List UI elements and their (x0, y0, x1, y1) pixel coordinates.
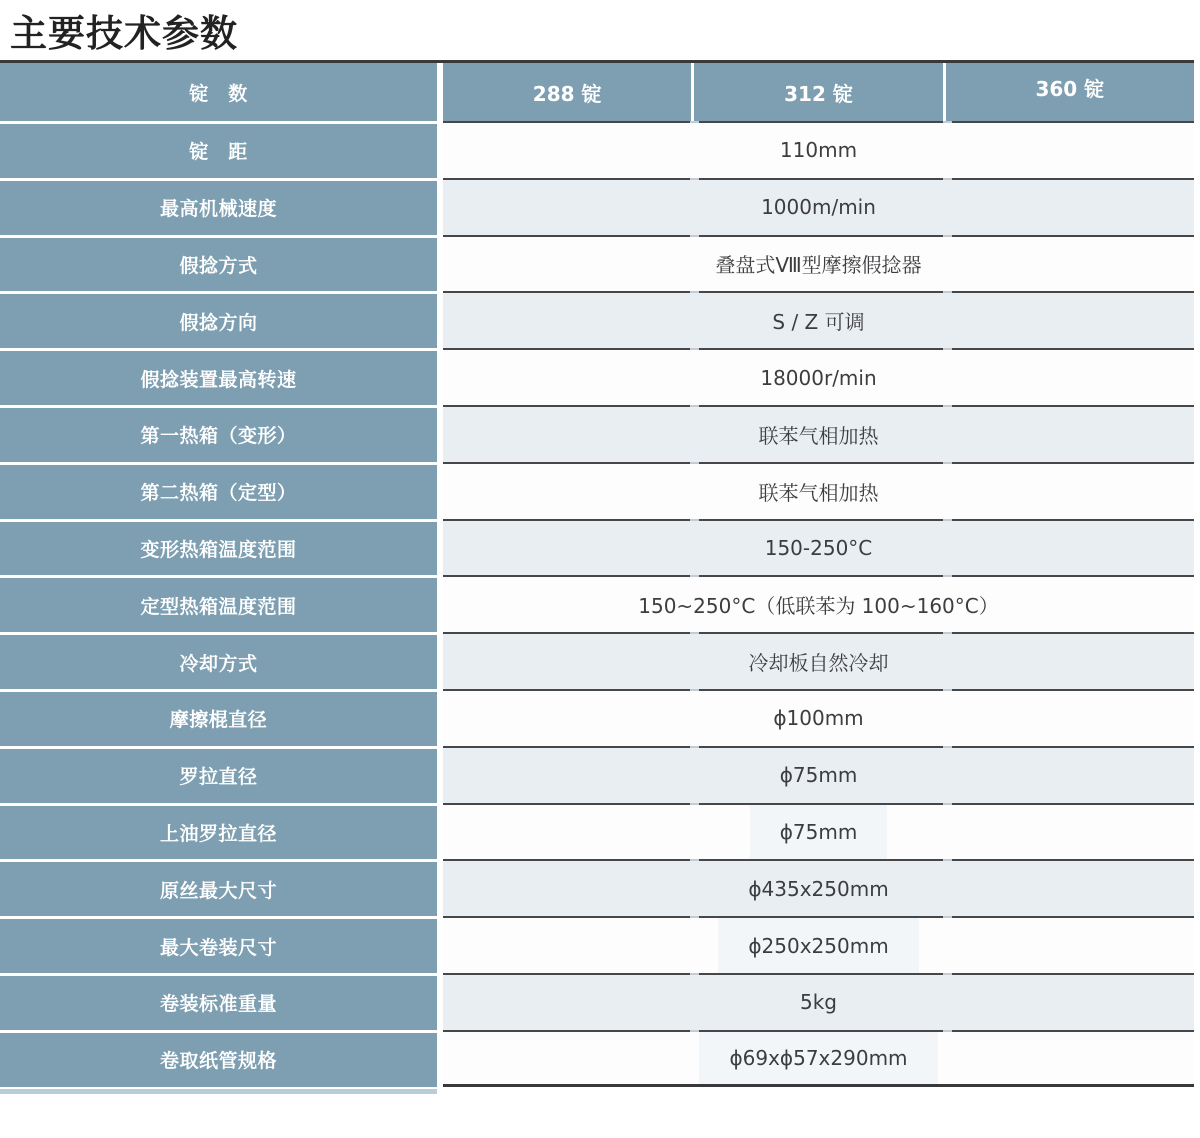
row-label: 最大卷装尺寸 (0, 916, 437, 973)
header-col-312 (691, 63, 942, 121)
table-row (0, 575, 1194, 632)
row-value: 150~250°C（低联苯为 100~160°C） (638, 594, 999, 619)
table-row (0, 405, 1194, 462)
table-row (0, 746, 1194, 803)
row-value: 联苯气相加热 (758, 480, 879, 505)
table-header-row (0, 63, 1194, 121)
row-value-cell (443, 689, 1194, 746)
table-row (0, 291, 1194, 348)
row-value-cell (443, 1030, 1194, 1087)
row-value: 叠盘式Ⅷ型摩擦假捻器 (715, 253, 922, 278)
header-col-288 (443, 63, 691, 121)
row-value-cell (443, 973, 1194, 1030)
header-label-cell: 锭 数 (0, 63, 437, 121)
row-value: 5kg (799, 990, 837, 1015)
row-value-cell (443, 859, 1194, 916)
row-label: 卷装标准重量 (0, 973, 437, 1030)
row-value-cell (443, 746, 1194, 803)
row-value: ϕ250x250mm (718, 918, 918, 973)
table-footer (0, 1087, 1194, 1094)
row-label: 假捻装置最高转速 (0, 348, 437, 405)
row-label: 上油罗拉直径 (0, 803, 437, 860)
table-row (0, 178, 1194, 235)
spec-table (0, 60, 1194, 1094)
page-title: 主要技术参数 (10, 12, 238, 55)
table-row (0, 803, 1194, 860)
row-value-cell (443, 291, 1194, 348)
row-value: S / Z 可调 (772, 310, 865, 335)
row-value: 150-250°C (764, 535, 873, 560)
row-label: 变形热箱温度范围 (0, 519, 437, 576)
table-row (0, 235, 1194, 292)
row-value-cell (443, 632, 1194, 689)
row-value: ϕ69xϕ57x290mm (699, 1032, 937, 1084)
row-value: 18000r/min (760, 365, 877, 390)
row-label: 原丝最大尺寸 (0, 859, 437, 916)
left-column-bottom-strip (0, 1089, 437, 1094)
row-label: 第一热箱（变形） (0, 405, 437, 462)
header-col-label: 288 锭 (532, 81, 602, 106)
row-value: 110mm (779, 138, 858, 163)
row-value-cell (443, 462, 1194, 519)
header-col-360 (943, 63, 1194, 121)
header-col-label: 360 锭 (1035, 76, 1105, 101)
table-row (0, 632, 1194, 689)
row-value-cell (443, 405, 1194, 462)
header-col-label: 312 锭 (784, 81, 853, 106)
row-label: 冷却方式 (0, 632, 437, 689)
row-label: 罗拉直径 (0, 746, 437, 803)
row-value: ϕ100mm (773, 706, 864, 731)
header-columns (443, 63, 1194, 121)
table-row (0, 689, 1194, 746)
row-value: ϕ75mm (750, 805, 888, 860)
row-value-cell (443, 916, 1194, 973)
row-label: 最高机械速度 (0, 178, 437, 235)
row-value-cell (443, 575, 1194, 632)
table-row (0, 973, 1194, 1030)
table-row (0, 916, 1194, 973)
row-value: ϕ435x250mm (748, 876, 889, 901)
table-body (0, 121, 1194, 1087)
table-row (0, 121, 1194, 178)
table-row (0, 859, 1194, 916)
row-value-cell (443, 348, 1194, 405)
table-row (0, 1030, 1194, 1087)
row-value-cell (443, 803, 1194, 860)
row-value: 冷却板自然冷却 (748, 651, 889, 676)
row-label: 假捻方式 (0, 235, 437, 292)
row-value: 1000m/min (761, 195, 876, 220)
table-row (0, 519, 1194, 576)
row-value-cell (443, 235, 1194, 292)
table-row (0, 348, 1194, 405)
row-label: 锭 距 (0, 121, 437, 178)
row-label: 第二热箱（定型） (0, 462, 437, 519)
row-label: 定型热箱温度范围 (0, 575, 437, 632)
row-value: 联苯气相加热 (758, 423, 879, 448)
row-value-cell (443, 178, 1194, 235)
row-value-cell (443, 121, 1194, 178)
row-label: 摩擦棍直径 (0, 689, 437, 746)
table-row (0, 462, 1194, 519)
row-label: 卷取纸管规格 (0, 1030, 437, 1087)
row-label: 假捻方向 (0, 291, 437, 348)
row-value-cell (443, 519, 1194, 576)
row-value: ϕ75mm (779, 763, 858, 788)
